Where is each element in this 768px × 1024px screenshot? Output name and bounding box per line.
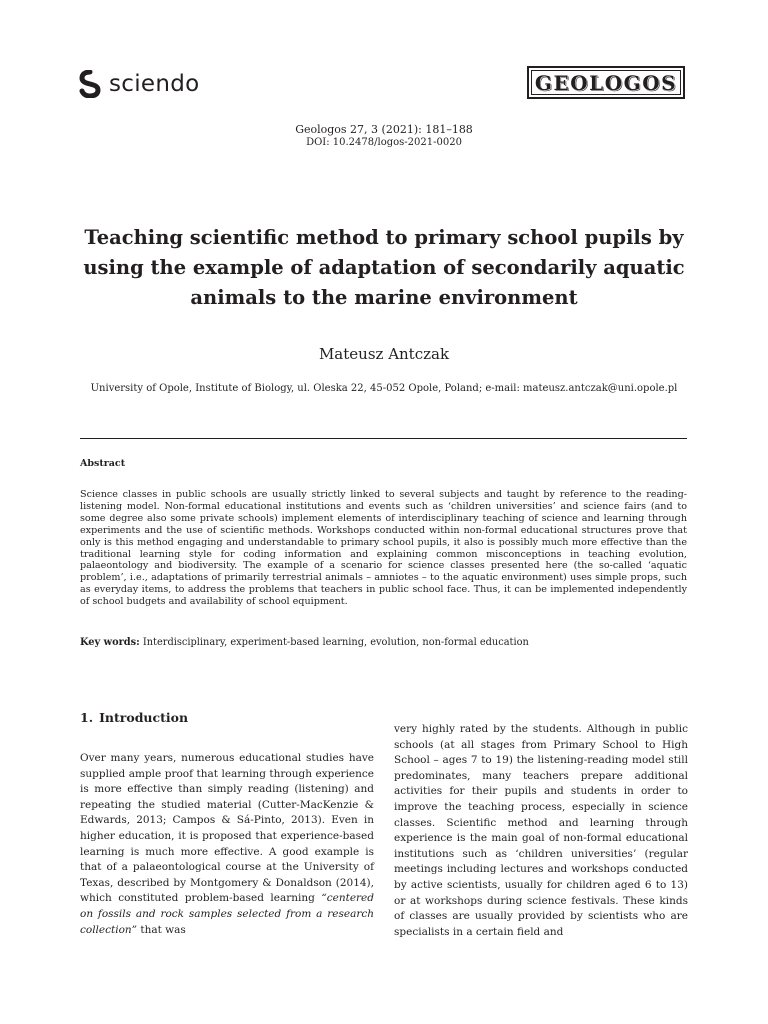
doi: DOI: 10.2478/logos-2021-0020	[306, 137, 462, 148]
abstract-text: Science classes in public schools are usually strictly linked to several subjects and taught by reference to the reading-listening model. Non-formal educational institutions and events such as ‘children universities’ and science fairs (and to some degree also some private schools) implement elements of interdisciplinary teaching of science and learning through experiments and the use of scientific methods. Workshops conducted within non-formal educational structures prove that only is this method engaging and understandable to primary school pupils, it also is possibly much more effective than the traditional learning style for coding information and explaining common misconceptions in teaching evolution, palaeontology and biodiversity. The example of a scenario for science classes presented here (the so-called ‘aquatic problem’, i.e., adaptations of primarily terrestrial animals – amniotes – to the aquatic environment) uses simple props, such as everyday items, to address the problems that teachers in public school face. Thus, it can be implemented independently of school budgets and availability of school equipment.	[80, 489, 687, 608]
section-heading	[80, 710, 188, 725]
body-left-text: Over many years, numerous educational studies have supplied ample proof that learning through experience is more effective than simply reading (listening) and repeating the studied material (Cutter-MacKenzie & Edwards, 2013; Campos & Sá-Pinto, 2013). Even in higher education, it is proposed that experience-based learning is much more effective. A good example is that of a palaeontological course at the University of Texas, described by Montgomery & Donaldson (2014), which constituted problem-based learning	[80, 752, 374, 905]
body-left-tail: that was	[137, 923, 186, 936]
body-column-right	[394, 722, 688, 940]
body-column-left	[80, 751, 374, 938]
section-number: 1.	[80, 710, 94, 725]
keywords-label: Key words:	[80, 637, 140, 648]
article-title: Teaching scientific method to primary school pupils by using the example of adaptation of secondarily aquatic animals to the marine environment	[83, 226, 685, 309]
section-title: Introduction	[99, 710, 189, 725]
journal-citation: Geologos 27, 3 (2021): 181–188	[295, 123, 473, 136]
header-divider	[80, 438, 687, 439]
sciendo-logo-text: sciendo	[109, 71, 200, 97]
abstract-heading: Abstract	[80, 458, 126, 469]
keywords	[80, 637, 687, 648]
keywords-text: Interdisciplinary, experiment-based learning, evolution, non-formal education	[139, 637, 529, 648]
geologos-logo-text: GEOLOGOS	[531, 70, 681, 95]
sciendo-logo	[79, 70, 200, 98]
body-right-text: very highly rated by the students. Although in public schools (at all stages from Primary School to High School – ages 7 to 19) the listening-reading model still predominates, many teachers prepare additional activities for their pupils and students in order to improve the teaching process, especially in science classes. Scientific method and learning through experience is the main goal of non-formal educational institutions such as ‘children universities’ (regular meetings including lectures and workshops conducted by active scientists, usually for children aged 6 to 13) or at workshops during science festivals. These kinds of classes are usually provided by scientists who are specialists in a certain field and	[394, 723, 688, 938]
author-affiliation: University of Opole, Institute of Biology, ul. Oleska 22, 45-052 Opole, Poland; e-mail: mateusz.antczak@uni.opole.pl	[90, 383, 678, 394]
geologos-logo	[527, 66, 685, 99]
sciendo-s-icon	[79, 70, 101, 98]
author-name: Mateusz Antczak	[318, 345, 450, 363]
body-left-quote: “centered on fossils and rock samples selected from a research collection”	[80, 892, 374, 936]
